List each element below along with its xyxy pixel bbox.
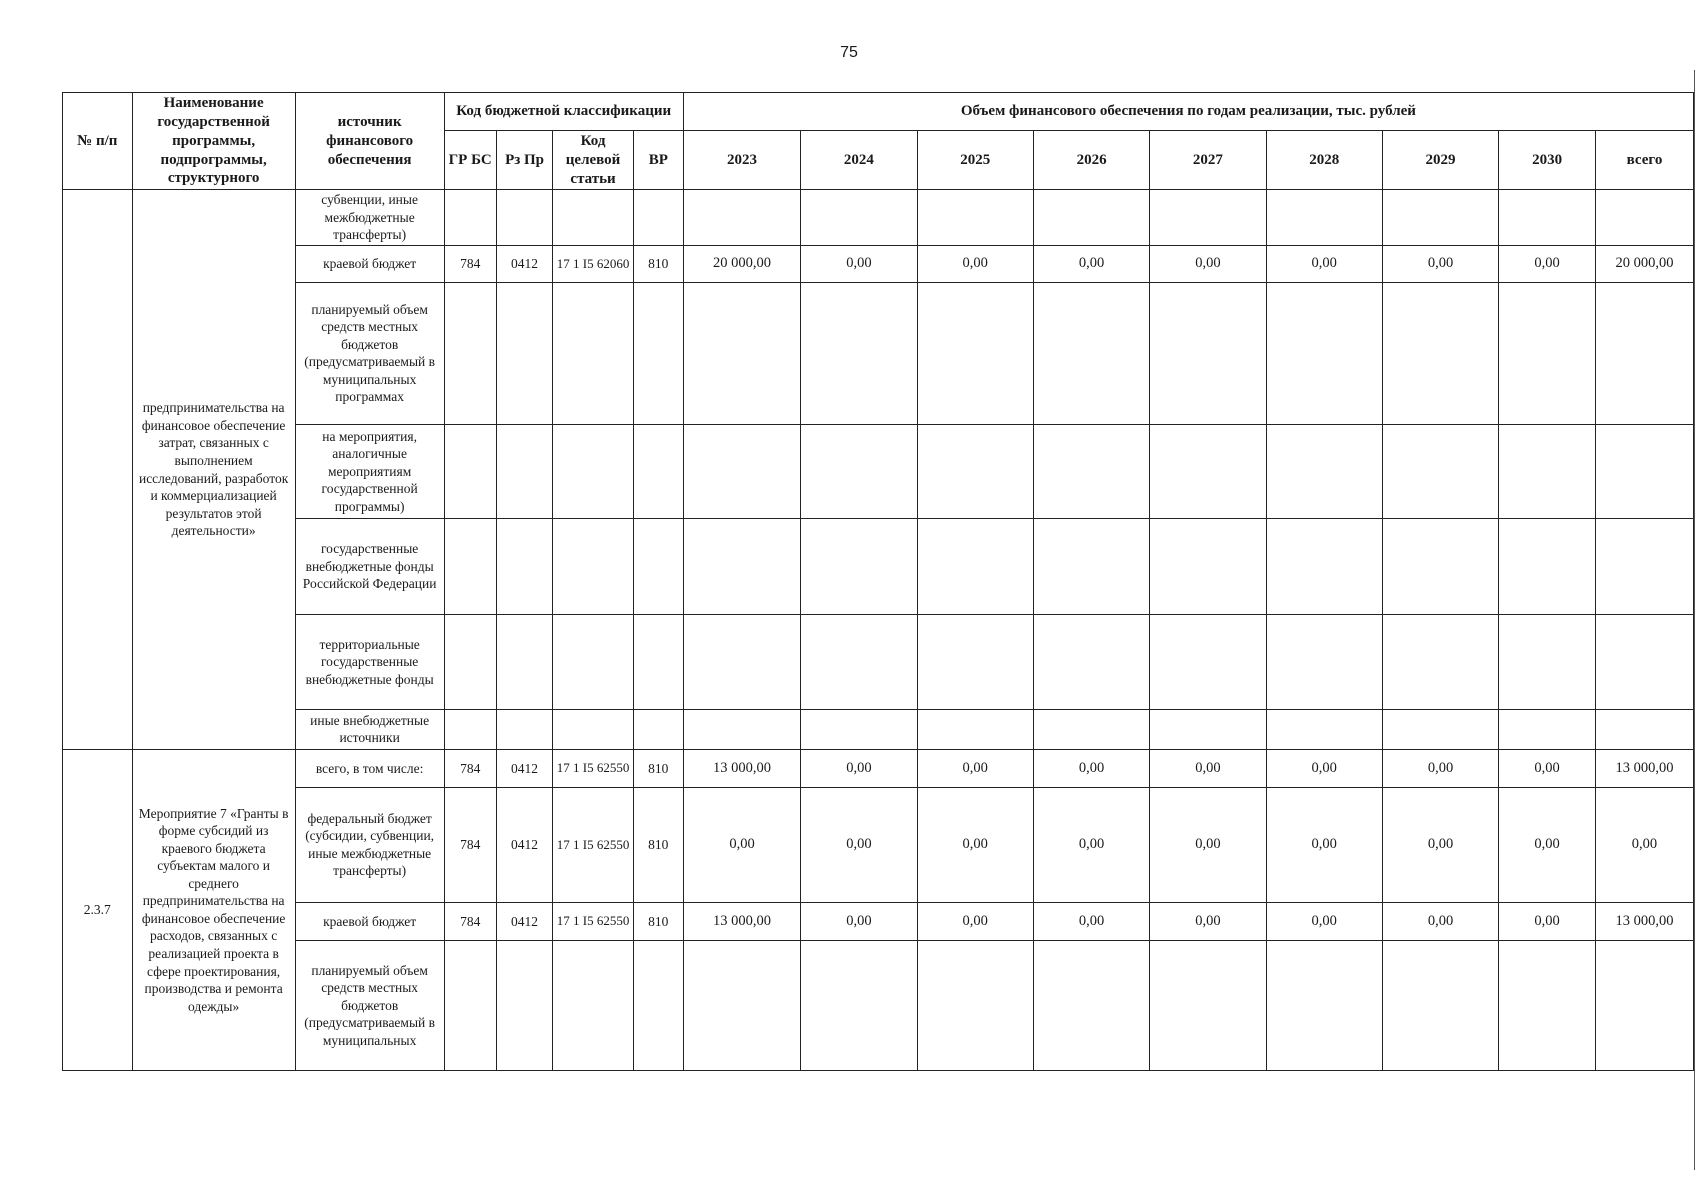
table-row — [63, 518, 1694, 614]
value-cell: 13 000,00 — [683, 749, 800, 787]
row-num-cell: 2.3.7 — [63, 749, 133, 1070]
total-cell — [1595, 190, 1693, 246]
value-cell: 0,00 — [683, 787, 800, 902]
row-num-cell — [63, 190, 133, 750]
value-cell — [1266, 614, 1382, 709]
vr-cell — [633, 424, 683, 518]
value-cell — [1499, 282, 1596, 424]
table-row — [63, 749, 1694, 787]
value-cell — [801, 940, 917, 1070]
value-cell: 0,00 — [1150, 902, 1266, 940]
vr-cell: 810 — [633, 749, 683, 787]
target-code-cell — [553, 518, 633, 614]
vr-cell — [633, 282, 683, 424]
table-body — [63, 190, 1694, 1071]
table-row — [63, 282, 1694, 424]
value-cell — [683, 424, 800, 518]
header-target-code: Код целевой статьи — [553, 131, 633, 190]
value-cell — [1150, 190, 1266, 246]
source-cell: всего, в том числе: — [295, 749, 444, 787]
total-cell: 0,00 — [1595, 787, 1693, 902]
header-year: 2023 — [683, 131, 800, 190]
target-code-cell — [553, 190, 633, 246]
table-row — [63, 245, 1694, 282]
value-cell — [683, 282, 800, 424]
header-year: 2030 — [1499, 131, 1596, 190]
value-cell — [1499, 614, 1596, 709]
value-cell: 0,00 — [1150, 245, 1266, 282]
value-cell: 0,00 — [917, 749, 1033, 787]
rzpr-cell — [496, 940, 553, 1070]
value-cell — [1033, 940, 1149, 1070]
value-cell: 0,00 — [917, 245, 1033, 282]
value-cell — [801, 282, 917, 424]
source-cell: краевой бюджет — [295, 245, 444, 282]
rzpr-cell — [496, 614, 553, 709]
header-name: Наименование государственной программы, подпрограммы, структурного — [132, 93, 295, 190]
source-cell: краевой бюджет — [295, 902, 444, 940]
header-rzpr: Рз Пр — [496, 131, 553, 190]
total-cell — [1595, 709, 1693, 749]
budget-table — [62, 92, 1694, 1071]
value-cell — [917, 940, 1033, 1070]
header-grbs: ГР БС — [444, 131, 496, 190]
value-cell — [1033, 190, 1149, 246]
value-cell — [683, 940, 800, 1070]
value-cell: 0,00 — [801, 245, 917, 282]
value-cell: 20 000,00 — [683, 245, 800, 282]
value-cell — [917, 614, 1033, 709]
value-cell — [917, 518, 1033, 614]
value-cell — [1150, 518, 1266, 614]
target-code-cell — [553, 424, 633, 518]
value-cell — [1499, 190, 1596, 246]
grbs-cell: 784 — [444, 787, 496, 902]
value-cell — [1499, 424, 1596, 518]
total-cell — [1595, 940, 1693, 1070]
rzpr-cell — [496, 424, 553, 518]
grbs-cell: 784 — [444, 749, 496, 787]
value-cell: 0,00 — [1266, 749, 1382, 787]
value-cell — [683, 518, 800, 614]
source-cell: государственные внебюджетные фонды Российской Федерации — [295, 518, 444, 614]
value-cell: 0,00 — [801, 749, 917, 787]
total-cell: 13 000,00 — [1595, 902, 1693, 940]
page-number: 75 — [840, 44, 858, 61]
vr-cell: 810 — [633, 787, 683, 902]
total-cell — [1595, 424, 1693, 518]
grbs-cell — [444, 614, 496, 709]
vr-cell: 810 — [633, 245, 683, 282]
value-cell — [1382, 282, 1498, 424]
header-year: 2028 — [1266, 131, 1382, 190]
value-cell — [683, 190, 800, 246]
table-row — [63, 190, 1694, 246]
grbs-cell — [444, 940, 496, 1070]
value-cell: 0,00 — [917, 902, 1033, 940]
value-cell: 0,00 — [1150, 787, 1266, 902]
value-cell — [801, 518, 917, 614]
rzpr-cell: 0412 — [496, 787, 553, 902]
rzpr-cell: 0412 — [496, 245, 553, 282]
value-cell — [1499, 709, 1596, 749]
table-row — [63, 940, 1694, 1070]
source-cell: планируемый объем средств местных бюджетов (предусматриваемый в муниципальных программах — [295, 282, 444, 424]
value-cell: 0,00 — [1382, 902, 1498, 940]
value-cell: 0,00 — [1033, 902, 1149, 940]
value-cell: 0,00 — [1499, 902, 1596, 940]
value-cell — [1033, 424, 1149, 518]
value-cell: 0,00 — [1033, 749, 1149, 787]
table-row — [63, 424, 1694, 518]
header-year: 2029 — [1382, 131, 1498, 190]
vr-cell — [633, 614, 683, 709]
value-cell — [1382, 190, 1498, 246]
rzpr-cell: 0412 — [496, 902, 553, 940]
source-cell: иные внебюджетные источники — [295, 709, 444, 749]
rzpr-cell — [496, 282, 553, 424]
value-cell — [1150, 709, 1266, 749]
source-cell: планируемый объем средств местных бюджетов (предусматриваемый в муниципальных — [295, 940, 444, 1070]
rzpr-cell — [496, 190, 553, 246]
rzpr-cell: 0412 — [496, 749, 553, 787]
value-cell — [801, 424, 917, 518]
value-cell — [683, 614, 800, 709]
scan-edge-line — [1694, 70, 1695, 1170]
value-cell — [1382, 424, 1498, 518]
value-cell — [917, 282, 1033, 424]
value-cell — [1150, 940, 1266, 1070]
value-cell — [683, 709, 800, 749]
source-cell: на мероприятия, аналогичные мероприятиям государственной программы) — [295, 424, 444, 518]
value-cell — [1150, 614, 1266, 709]
grbs-cell: 784 — [444, 245, 496, 282]
vr-cell — [633, 940, 683, 1070]
header-total: всего — [1595, 131, 1693, 190]
value-cell — [1499, 518, 1596, 614]
header-year: 2024 — [801, 131, 917, 190]
target-code-cell — [553, 940, 633, 1070]
target-code-cell: 17 1 I5 62550 — [553, 902, 633, 940]
value-cell: 13 000,00 — [683, 902, 800, 940]
value-cell — [801, 190, 917, 246]
target-code-cell: 17 1 I5 62550 — [553, 749, 633, 787]
source-cell: федеральный бюджет (субсидии, субвенции, иные межбюджетные трансферты) — [295, 787, 444, 902]
value-cell — [1499, 940, 1596, 1070]
value-cell: 0,00 — [1499, 749, 1596, 787]
value-cell: 0,00 — [1382, 245, 1498, 282]
value-cell — [1382, 614, 1498, 709]
table-row — [63, 614, 1694, 709]
header-vr: ВР — [633, 131, 683, 190]
value-cell — [1033, 709, 1149, 749]
grbs-cell: 784 — [444, 902, 496, 940]
value-cell — [1033, 282, 1149, 424]
value-cell: 0,00 — [1266, 245, 1382, 282]
total-cell — [1595, 282, 1693, 424]
grbs-cell — [444, 709, 496, 749]
header-year: 2025 — [917, 131, 1033, 190]
table-row — [63, 902, 1694, 940]
header-source: источник финансового обеспечения — [295, 93, 444, 190]
value-cell: 0,00 — [1499, 787, 1596, 902]
value-cell — [1382, 940, 1498, 1070]
source-cell: субвенции, иные межбюджетные трансферты) — [295, 190, 444, 246]
value-cell — [1150, 424, 1266, 518]
value-cell — [1266, 190, 1382, 246]
value-cell — [1033, 614, 1149, 709]
grbs-cell — [444, 282, 496, 424]
target-code-cell — [553, 614, 633, 709]
header-volume: Объем финансового обеспечения по годам реализации, тыс. рублей — [683, 93, 1693, 131]
value-cell: 0,00 — [1033, 787, 1149, 902]
program-name-cell: предпринимательства на финансовое обеспечение затрат, связанных с выполнением исследований, разработок и коммерциализацией результатов этой деятельности» — [132, 190, 295, 750]
header-year: 2027 — [1150, 131, 1266, 190]
value-cell — [1266, 940, 1382, 1070]
value-cell — [801, 709, 917, 749]
value-cell: 0,00 — [1382, 787, 1498, 902]
value-cell — [1382, 709, 1498, 749]
vr-cell: 810 — [633, 902, 683, 940]
table-row — [63, 787, 1694, 902]
value-cell: 0,00 — [1266, 902, 1382, 940]
grbs-cell — [444, 424, 496, 518]
table-row — [63, 709, 1694, 749]
value-cell — [1033, 518, 1149, 614]
value-cell: 0,00 — [1150, 749, 1266, 787]
value-cell — [917, 709, 1033, 749]
total-cell: 13 000,00 — [1595, 749, 1693, 787]
value-cell — [801, 614, 917, 709]
value-cell: 0,00 — [801, 902, 917, 940]
source-cell: территориальные государственные внебюджетные фонды — [295, 614, 444, 709]
target-code-cell: 17 1 I5 62060 — [553, 245, 633, 282]
header-year: 2026 — [1033, 131, 1149, 190]
header-budget-code: Код бюджетной классификации — [444, 93, 683, 131]
value-cell — [917, 190, 1033, 246]
value-cell — [1266, 282, 1382, 424]
value-cell: 0,00 — [1499, 245, 1596, 282]
value-cell: 0,00 — [1382, 749, 1498, 787]
target-code-cell — [553, 282, 633, 424]
value-cell: 0,00 — [1033, 245, 1149, 282]
vr-cell — [633, 709, 683, 749]
target-code-cell — [553, 709, 633, 749]
value-cell: 0,00 — [917, 787, 1033, 902]
value-cell — [1266, 424, 1382, 518]
rzpr-cell — [496, 518, 553, 614]
vr-cell — [633, 518, 683, 614]
grbs-cell — [444, 518, 496, 614]
value-cell — [1266, 518, 1382, 614]
value-cell: 0,00 — [1266, 787, 1382, 902]
program-name-cell: Мероприятие 7 «Гранты в форме субсидий из краевого бюджета субъектам малого и среднего предпринимательства на финансовое обеспечение расходов, связанных с реализацией проекта в сфере проектирования, производства и ремонта одежды» — [132, 749, 295, 1070]
table-header — [63, 93, 1694, 190]
target-code-cell: 17 1 I5 62550 — [553, 787, 633, 902]
value-cell — [1266, 709, 1382, 749]
value-cell — [1150, 282, 1266, 424]
rzpr-cell — [496, 709, 553, 749]
value-cell — [1382, 518, 1498, 614]
total-cell — [1595, 614, 1693, 709]
vr-cell — [633, 190, 683, 246]
value-cell — [917, 424, 1033, 518]
value-cell: 0,00 — [801, 787, 917, 902]
header-num: № п/п — [63, 93, 133, 190]
total-cell: 20 000,00 — [1595, 245, 1693, 282]
total-cell — [1595, 518, 1693, 614]
grbs-cell — [444, 190, 496, 246]
